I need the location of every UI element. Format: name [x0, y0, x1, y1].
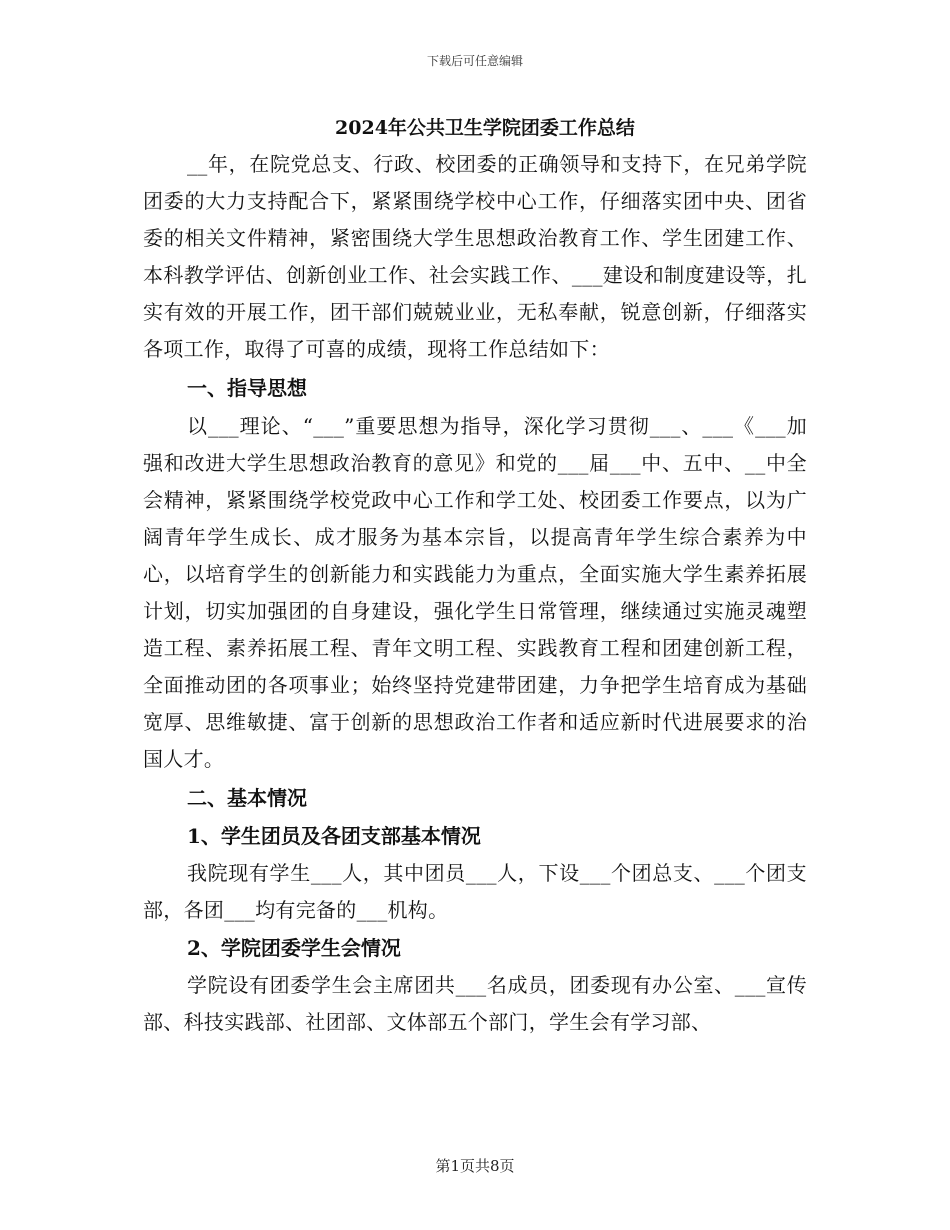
page-footer-page-number: 第1页共8页: [435, 1157, 515, 1175]
intro-paragraph: __年，在院党总支、行政、校团委的正确领导和支持下，在兄弟学院团委的大力支持配合下，紧紧围绕学校中心工作，仔细落实团中央、团省委的相关文件精神，紧密围绕大学生思想政治教育工作、学生团建工作、本科教学评估、创新创业工作、社会实践工作、___建设和制度建设等，扎实有效的开展工作，团干部们兢兢业业，无私奉献，锐意创新，仔细落实各项工作，取得了可喜的成绩，现将工作总结如下：: [143, 152, 807, 361]
subsection-heading-members: 1、学生团员及各团支部基本情况: [187, 824, 481, 848]
document-title: 2024年公共卫生学院团委工作总结: [335, 117, 635, 139]
section-heading-guiding-thought: 一、指导思想: [187, 376, 307, 400]
members-paragraph: 我院现有学生___人，其中团员___人，下设___个团总支、___个团支部，各团___均有完备的___机构。: [143, 861, 807, 922]
page-header-note: 下载后可任意编辑: [426, 54, 523, 68]
section-heading-basic-situation: 二、基本情况: [187, 786, 307, 810]
guiding-thought-paragraph: 以___理论、“___”重要思想为指导，深化学习贯彻___、___《___加强和改进大学生思想政治教育的意见》和党的___届___中、五中、__中全会精神，紧紧围绕学校党政中心工作和学工处、校团委工作要点，以为广阔青年学生成长、成才服务为基本宗旨，以提高青年学生综合素养为中心，以培育学生的创新能力和实践能力为重点，全面实施大学生素养拓展计划，切实加强团的自身建设，强化学生日常管理，继续通过实施灵魂塑造工程、素养拓展工程、青年文明工程、实践教育工程和团建创新工程，全面推动团的各项事业；始终坚持党建带团建，力争把学生培育成为基础宽厚、思维敏捷、富于创新的思想政治工作者和适应新时代进展要求的治国人才。: [143, 414, 807, 771]
student-union-paragraph: 学院设有团委学生会主席团共___名成员，团委现有办公室、___宣传部、科技实践部、社团部、文体部五个部门，学生会有学习部、: [143, 973, 807, 1034]
document-body: [143, 110, 807, 1041]
subsection-heading-student-union: 2、学院团委学生会情况: [187, 936, 401, 960]
